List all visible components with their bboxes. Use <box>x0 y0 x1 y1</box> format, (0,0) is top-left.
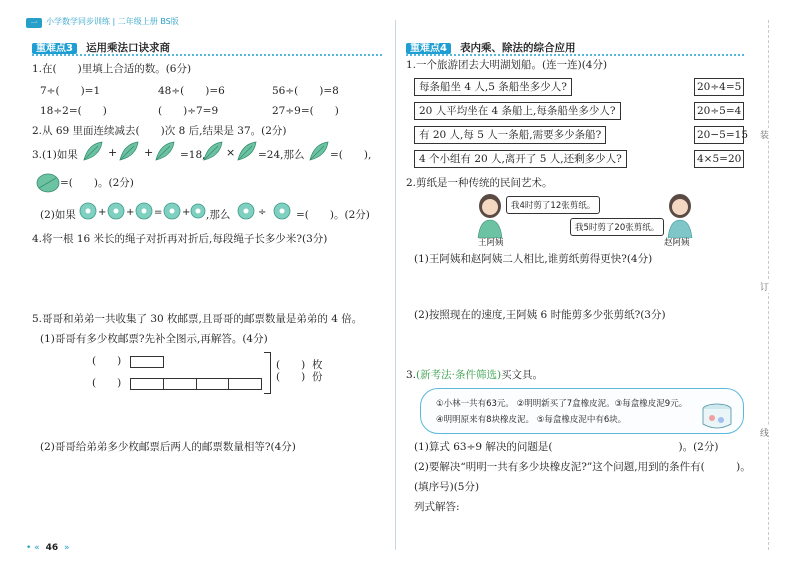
page-gutter <box>395 20 396 550</box>
leaf-icon <box>36 172 60 194</box>
q1-item-6: 27÷9=( ) <box>272 105 339 117</box>
match-question-2: 20 人平均坐在 4 条船上,每条船坐多少人? <box>414 102 621 120</box>
right-q3-2-hint: (填序号)(5分) <box>414 481 480 493</box>
diagram-blank-2: ( ) <box>92 377 122 389</box>
svg-text:+: + <box>126 207 135 218</box>
match-answer-4: 4×5=20 <box>694 150 744 168</box>
q3-2-then: ,那么 <box>206 209 231 221</box>
left-q5-2: (2)哥哥给弟弟多少枚邮票后两人的邮票数量相等?(4分) <box>40 441 296 453</box>
leaf-icon <box>84 142 102 160</box>
svg-text:+: + <box>98 207 107 218</box>
diagram-unit-1: 枚 <box>312 359 323 371</box>
woman-zhao-icon <box>664 192 696 238</box>
q3-1-answer1: =( ), <box>330 149 372 161</box>
leaf-times-icon-row <box>202 140 258 164</box>
match-answer-1: 20÷4=5 <box>694 78 744 96</box>
svg-text:+: + <box>108 146 118 159</box>
diagram-total-blank: ( ) <box>276 359 306 371</box>
right-dotted-rule <box>406 54 744 56</box>
q3-number: 3. <box>406 369 417 381</box>
right-section-title: 表内乘、除法的综合应用 <box>460 42 576 54</box>
q3-1-eq1: =18, <box>180 149 206 161</box>
q3-2-label: (2)如果 <box>40 209 76 221</box>
diagram-segment <box>130 378 164 390</box>
page-dots-left: • « <box>26 543 40 553</box>
match-answer-2: 20÷5=4 <box>694 102 744 120</box>
right-q2-1: (1)王阿姨和赵阿姨二人相比,谁剪纸剪得更快?(4分) <box>414 253 653 265</box>
q1-item-3: 56÷( )=8 <box>272 85 339 97</box>
series-title <box>46 16 179 27</box>
series-badge: 一 <box>26 18 42 28</box>
new-exam-badge: (新考法·条件筛选) <box>416 369 502 381</box>
diagram-segment <box>197 378 230 390</box>
left-dotted-rule <box>32 54 382 56</box>
left-q5-1: (1)哥哥有多少枚邮票?先补全图示,再解答。(4分) <box>40 333 268 345</box>
q3-1-answer2: =( )。(2分) <box>60 177 134 189</box>
conditions-cloud <box>420 388 744 434</box>
left-q4: 4.将一根 16 米长的绳子对折再对折后,每段绳子长多少米?(3分) <box>32 233 328 245</box>
right-section-tag: 重难点4 <box>406 43 451 54</box>
svg-text:+: + <box>182 207 191 218</box>
left-q2: 2.从 69 里面连续减去( )次 8 后,结果是 37。(2分) <box>32 125 287 137</box>
match-question-1: 每条船坐 4 人,5 条船坐多少人? <box>414 78 572 96</box>
page-number <box>26 543 69 553</box>
right-q3-title <box>406 368 543 382</box>
header-divider: | <box>112 17 118 26</box>
conditions-line-2: ④明明原来有8块橡皮泥。 ⑤每盒橡皮泥中有6块。 <box>436 415 627 425</box>
left-section-title: 运用乘法口诀求商 <box>86 42 171 54</box>
left-q1-title: 1.在( )里填上合适的数。(6分) <box>32 63 192 75</box>
right-q3-2-solve: 列式解答: <box>414 501 460 513</box>
leaf-icon-row <box>82 140 182 164</box>
q1-item-2: 48÷( )=6 <box>158 85 225 97</box>
match-answer-3: 20−5=15 <box>694 126 744 144</box>
margin-char-1: 装 <box>760 128 769 141</box>
speech-bubble-zhao: 我5时剪了20张剪纸。 <box>570 218 664 236</box>
diagram-segment <box>164 378 197 390</box>
series-name: 小学数学同步训练 <box>46 17 110 26</box>
diagram-unit-2: 份 <box>312 371 323 383</box>
page-number-value: 46 <box>45 543 59 553</box>
diagram-blank-1: ( ) <box>92 355 122 367</box>
q1-item-1: 7÷( )=1 <box>40 85 101 97</box>
q1-item-5: ( )÷7=9 <box>158 105 219 117</box>
person-label-wang: 王阿姨 <box>478 238 504 248</box>
conditions-line-1: ①小林一共有63元。 ②明明新买了7盒橡皮泥。③每盒橡皮泥9元。 <box>436 399 688 409</box>
match-question-3: 有 20 人,每 5 人一条船,需要多少条船? <box>414 126 606 144</box>
leaf-icon <box>308 140 332 164</box>
left-section-tag: 重难点3 <box>32 43 77 54</box>
q3-2-answer: =( )。(2分) <box>296 209 370 221</box>
q3-topic: 买文具。 <box>501 369 544 381</box>
diagram-segment <box>229 378 262 390</box>
speech-bubble-wang: 我4时剪了12张剪纸。 <box>506 196 600 214</box>
q3-1-eq2: =24,那么 <box>258 149 305 161</box>
right-q2-title: 2.剪纸是一种传统的民间艺术。 <box>406 177 553 189</box>
q1-item-4: 18÷2=( ) <box>40 105 107 117</box>
diagram-bar-elder <box>130 378 262 388</box>
flower-icon-row <box>78 200 206 222</box>
q3-1-label: 3.(1)如果 <box>32 149 78 161</box>
right-q3-1: (1)算式 63÷9 解决的问题是( )。(2分) <box>414 441 719 453</box>
right-q3-2: (2)要解决“明明一共有多少块橡皮泥?”这个问题,用到的条件有( )。 <box>414 461 751 473</box>
flower-divide-icon-row <box>236 200 296 222</box>
person-label-zhao: 赵阿姨 <box>664 238 690 248</box>
clay-box-icon <box>700 402 734 430</box>
diagram-part-blank: ( ) <box>276 371 306 383</box>
svg-text:×: × <box>226 146 236 159</box>
margin-char-3: 线 <box>760 426 769 439</box>
svg-text:=: = <box>154 207 163 218</box>
left-q5: 5.哥哥和弟弟一共收集了 30 枚邮票,且哥哥的邮票数量是弟弟的 4 倍。 <box>32 313 363 325</box>
svg-text:+: + <box>144 146 154 159</box>
grade-label: 二年级上册 BS版 <box>117 17 179 26</box>
woman-wang-icon <box>474 192 506 238</box>
page-dots-right: » <box>63 543 70 553</box>
match-question-4: 4 个小组有 20 人,离开了 5 人,还剩多少人? <box>414 150 627 168</box>
svg-text:÷: ÷ <box>258 207 267 218</box>
diagram-brace <box>264 352 271 394</box>
right-q1-title: 1.一个旅游团去大明湖划船。(连一连)(4分) <box>406 59 608 71</box>
margin-char-2: 订 <box>760 280 769 293</box>
right-q2-2: (2)按照现在的速度,王阿姨 6 时能剪多少张剪纸?(3分) <box>414 309 666 321</box>
diagram-bar-brother <box>130 356 164 368</box>
